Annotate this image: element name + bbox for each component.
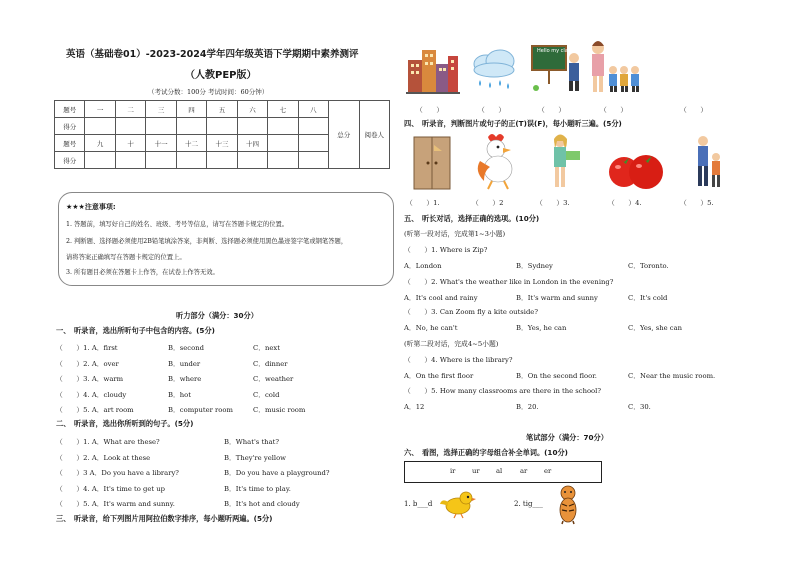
s2-option-b: B．Do you have a playground? <box>224 469 330 477</box>
exam-meta: （考试分数：100分 考试时间：60分钟） <box>148 88 269 96</box>
score-cell[interactable] <box>207 152 237 169</box>
section-5-title: 五、 听长对话，选择正确的选项。(10分) <box>404 214 540 223</box>
letter-combo: ir <box>450 467 456 475</box>
s1-option-c: C．dinner <box>253 359 288 368</box>
part-1-note: (听第一段对话，完成第1~3小题) <box>404 230 506 238</box>
tf-bracket[interactable]: （ ）4. <box>608 199 642 207</box>
row-label: 题号 <box>55 101 85 118</box>
s1-option-a: （ ）3. A．warm <box>56 375 124 383</box>
notice-heading: ★★★注意事项: <box>66 203 116 211</box>
row-label: 得分 <box>55 118 85 135</box>
col-header: 十二 <box>176 135 206 152</box>
score-cell[interactable] <box>115 152 145 169</box>
tf-bracket[interactable]: （ ）3. <box>536 199 570 207</box>
col-header: 四 <box>176 101 206 118</box>
tiger-icon <box>554 484 582 524</box>
s2-option-a: （ ）5. A．It's warm and sunny. <box>56 500 175 508</box>
wardrobe-icon <box>410 135 458 191</box>
s1-option-b: B．second <box>168 344 204 352</box>
score-cell[interactable] <box>146 118 176 135</box>
col-header: 十 <box>115 135 145 152</box>
s5-option-a: A．London <box>404 262 442 270</box>
letter-combo: er <box>544 467 552 475</box>
board-text: Hello my class <box>537 48 574 54</box>
s5-question: （ ）2. What's the weather like in London in the evening? <box>404 278 614 286</box>
s1-option-a: （ ）4. A．cloudy <box>56 390 127 399</box>
row-label: 得分 <box>55 152 85 169</box>
s5-option-c: C．Yes, she can <box>628 324 683 332</box>
bird-icon <box>440 488 476 518</box>
col-header: 二 <box>115 101 145 118</box>
score-cell[interactable] <box>85 118 115 135</box>
rooster-icon <box>474 131 524 191</box>
exam-subtitle: （人教PEP版） <box>185 70 257 81</box>
s1-option-a: （ ）1. A．first <box>56 344 118 352</box>
s1-option-b: B．hot <box>168 390 191 399</box>
s2-option-a: （ ）1. A．What are these? <box>56 438 160 446</box>
s5-option-a: A．On the first floor <box>404 372 474 380</box>
s1-option-a: （ ）5. A．art room <box>56 406 134 414</box>
score-cell[interactable] <box>176 118 206 135</box>
col-header: 一 <box>85 101 115 118</box>
section-3-title: 三、 听录音，给下列图片用阿拉伯数字排序，每小题听两遍。(5分) <box>56 514 273 523</box>
score-cell[interactable] <box>176 152 206 169</box>
s2-option-b: B．They're yellow <box>224 453 286 462</box>
s5-option-c: C．Near the music room. <box>628 372 716 380</box>
blank-cell <box>298 135 328 152</box>
score-cell[interactable] <box>237 118 267 135</box>
s2-option-b: B．What's that? <box>224 438 279 446</box>
col-header: 九 <box>85 135 115 152</box>
row-label: 题号 <box>55 135 85 152</box>
col-header: 七 <box>268 101 298 118</box>
letter-combo: al <box>496 467 503 475</box>
listening-heading: 听力部分（满分：30分） <box>176 311 258 320</box>
s1-option-b: B．where <box>168 375 202 383</box>
s1-option-c: C．next <box>253 344 280 352</box>
score-cell[interactable] <box>85 152 115 169</box>
question-6-2: 2. tig___ <box>514 500 543 508</box>
order-bracket[interactable]: （ ） <box>600 106 628 114</box>
col-header: 三 <box>146 101 176 118</box>
s5-question: （ ）1. Where is Zip? <box>404 246 488 254</box>
s1-option-b: B．computer room <box>168 406 233 414</box>
score-cell[interactable] <box>237 152 267 169</box>
reviewer-label: 阅卷人 <box>359 101 389 169</box>
col-header: 六 <box>237 101 267 118</box>
score-cell[interactable] <box>298 118 328 135</box>
notice-item: 请将答案正确填写在答题卡规定的位置上。 <box>66 254 186 261</box>
teacher-students-icon <box>586 40 642 96</box>
s5-option-a: A．12 <box>404 403 425 411</box>
notice-item: 3. 所有题目必须在答题卡上作答，在试卷上作答无效。 <box>66 269 219 276</box>
s2-option-b: B．It's hot and cloudy <box>224 500 300 508</box>
s1-option-b: B．under <box>168 359 201 368</box>
s2-option-a: （ ）4. A．It's time to get up <box>56 484 165 493</box>
s5-question: （ ）3. Can Zoom fly a kite outside? <box>404 308 538 316</box>
col-header: 十四 <box>237 135 267 152</box>
notice-item: 2. 判断题、选择题必须使用2B铅笔填涂答案，非判断、选择题必须使用黑色墨迹签字笔或钢笔答题， <box>66 238 348 245</box>
tf-bracket[interactable]: （ ）2 <box>472 199 504 207</box>
buildings-icon <box>406 46 460 94</box>
section-2-title: 二、 听录音，选出你所听到的句子。(5分) <box>56 419 194 428</box>
col-header: 十一 <box>146 135 176 152</box>
s5-option-a: A．No, he can't <box>404 324 458 332</box>
score-cell[interactable] <box>207 118 237 135</box>
total-label: 总分 <box>329 101 359 169</box>
s1-option-c: C．cold <box>253 390 280 399</box>
girl-with-clothes-icon <box>544 133 584 191</box>
s2-option-b: B．It's time to play. <box>224 484 291 493</box>
part-2-note: (听第二段对话，完成4~5小题) <box>404 340 499 348</box>
s5-question: （ ）4. Where is the library? <box>404 356 513 364</box>
section-1-title: 一、 听录音，选出所听句子中包含的内容。(5分) <box>56 326 215 335</box>
s5-option-b: B．20. <box>516 403 539 411</box>
s2-option-a: （ ）3 A．Do you have a library? <box>56 469 179 477</box>
s5-option-c: C．30. <box>628 403 651 411</box>
letter-combo: ar <box>520 467 528 475</box>
col-header: 十三 <box>207 135 237 152</box>
tf-bracket[interactable]: （ ）5. <box>680 199 714 207</box>
order-bracket[interactable]: （ ） <box>478 106 506 114</box>
blank-cell <box>298 152 328 169</box>
s5-option-b: B．It's warm and sunny <box>516 294 598 302</box>
tomatoes-icon <box>606 148 666 190</box>
order-bracket[interactable]: （ ） <box>680 106 708 114</box>
notice-item: 1. 答题前，填写好自己的姓名、班级、考号等信息，请写在答题卡规定的位置。 <box>66 221 289 228</box>
s1-option-c: C．weather <box>253 375 294 383</box>
section-6-title: 六、 看图，选择正确的字母组合补全单词。(10分) <box>404 448 568 457</box>
score-cell[interactable] <box>268 118 298 135</box>
letter-combo: ur <box>472 467 480 475</box>
s5-option-c: C．Toronto. <box>628 262 669 270</box>
s5-option-b: B．On the second floor. <box>516 372 597 380</box>
written-heading: 笔试部分（满分：70分） <box>526 433 608 442</box>
tf-bracket[interactable]: （ ）1. <box>406 199 440 207</box>
section-4-title: 四、 听录音，判断图片或句子的正(T)误(F)，每小题听三遍。(5分) <box>404 119 622 128</box>
question-6-1: 1. b___d <box>404 500 433 508</box>
s5-option-a: A．It's cool and rainy <box>404 294 478 302</box>
s5-option-c: C．It's cold <box>628 294 668 302</box>
blank-cell <box>268 135 298 152</box>
s1-option-c: C．music room <box>253 406 306 414</box>
order-bracket[interactable]: （ ） <box>538 106 566 114</box>
s1-option-a: （ ）2. A．over <box>56 359 119 368</box>
s5-option-b: B．Yes, he can <box>516 324 567 332</box>
col-header: 八 <box>298 101 328 118</box>
blank-cell <box>268 152 298 169</box>
letter-box <box>404 461 602 483</box>
s5-question: （ ）5. How many classrooms are there in the school? <box>404 387 601 395</box>
exam-title: 英语（基础卷01）-2023-2024学年四年级英语下学期期中素养测评 <box>66 49 359 60</box>
col-header: 五 <box>207 101 237 118</box>
score-cell[interactable] <box>115 118 145 135</box>
rain-cloud-icon <box>468 48 520 92</box>
s2-option-a: （ ）2. A．Look at these <box>56 453 151 462</box>
family-icon <box>692 133 726 191</box>
score-table <box>54 100 390 169</box>
s5-option-b: B．Sydney <box>516 262 553 270</box>
order-bracket[interactable]: （ ） <box>416 106 444 114</box>
score-cell[interactable] <box>146 152 176 169</box>
